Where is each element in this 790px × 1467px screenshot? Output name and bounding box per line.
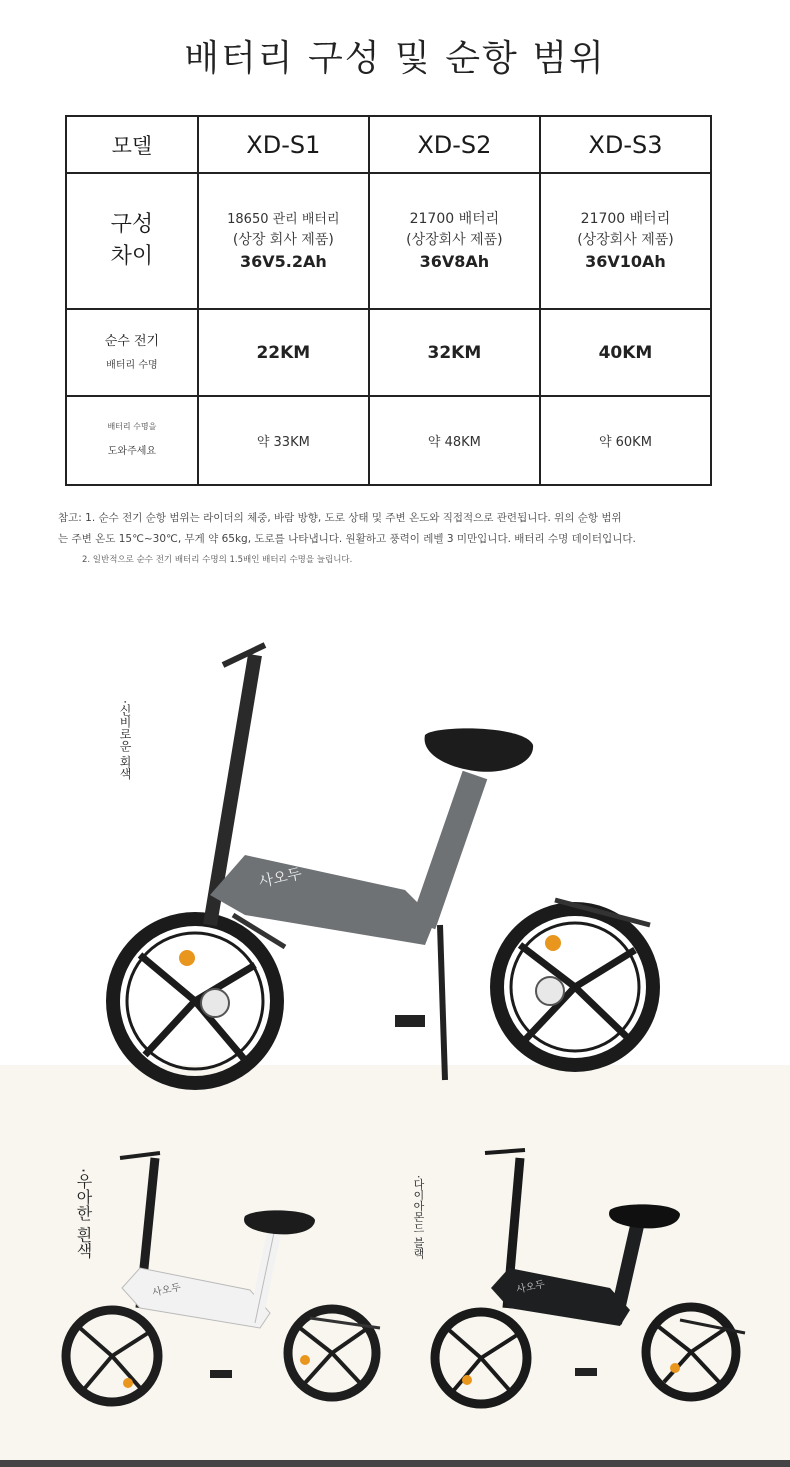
white-bike-brand: 사오두 bbox=[151, 1282, 182, 1299]
composition-cell-s1: 18650 관리 배터리 (상장 회사 제품) 36V5.2Ah bbox=[198, 173, 369, 309]
range-value-s2: 32KM bbox=[369, 309, 540, 396]
model-xd-s1: XD-S1 bbox=[198, 116, 369, 173]
assisted-range-label: 배터리 수명을 도와주세요 bbox=[66, 396, 198, 485]
assisted-range-s2: 약 48KM bbox=[369, 396, 540, 485]
assisted-range-row bbox=[66, 396, 711, 485]
grey-color-label: ·신비로운 회색 bbox=[118, 700, 132, 780]
assisted-range-s3: 약 60KM bbox=[540, 396, 711, 485]
range-value-s1: 22KM bbox=[198, 309, 369, 396]
white-color-label: ·우아한 흰색 bbox=[74, 1168, 93, 1259]
range-value-s3: 40KM bbox=[540, 309, 711, 396]
black-color-label: ·다이아몬드 블랙 bbox=[412, 1175, 425, 1259]
battery-spec-table bbox=[65, 115, 712, 486]
model-xd-s3: XD-S3 bbox=[540, 116, 711, 173]
black-bike-brand: 사오두 bbox=[515, 1279, 546, 1296]
range-label: 순수 전기 배터리 수명 bbox=[66, 309, 198, 396]
composition-row bbox=[66, 173, 711, 309]
black-bike-image bbox=[425, 1138, 755, 1413]
grey-bike-image bbox=[105, 625, 665, 1095]
notes bbox=[58, 508, 738, 571]
note-line-2: 는 주변 온도 15℃~30℃, 무게 약 65kg, 도로를 나타냅니다. 원활하고 풍력이 레벨 3 미만입니다. 배터리 수명 데이터입니다. bbox=[58, 533, 636, 545]
composition-label: 구성 차이 bbox=[66, 173, 198, 309]
model-xd-s2: XD-S2 bbox=[369, 116, 540, 173]
page-title: 배터리 구성 및 순항 범위 bbox=[184, 38, 606, 79]
grey-bike-brand: 사오두 bbox=[257, 864, 304, 891]
note-line-3: 2. 일반적으로 순수 전기 배터리 수명의 1.5배인 배터리 수명을 늘립니다. bbox=[82, 555, 353, 565]
table-header-row bbox=[66, 116, 711, 173]
model-label: 모델 bbox=[66, 116, 198, 173]
bottom-border bbox=[0, 1460, 790, 1467]
composition-cell-s2: 21700 배터리 (상장회사 제품) 36V8Ah bbox=[369, 173, 540, 309]
note-line-1: 참고: 1. 순수 전기 순항 범위는 라이더의 체중, 바람 방향, 도로 상태 및 주변 온도와 직접적으로 관련됩니다. 위의 순항 범위 bbox=[58, 512, 622, 524]
range-row bbox=[66, 309, 711, 396]
white-bike-image bbox=[60, 1138, 390, 1413]
assisted-range-s1: 약 33KM bbox=[198, 396, 369, 485]
composition-cell-s3: 21700 배터리 (상장회사 제품) 36V10Ah bbox=[540, 173, 711, 309]
